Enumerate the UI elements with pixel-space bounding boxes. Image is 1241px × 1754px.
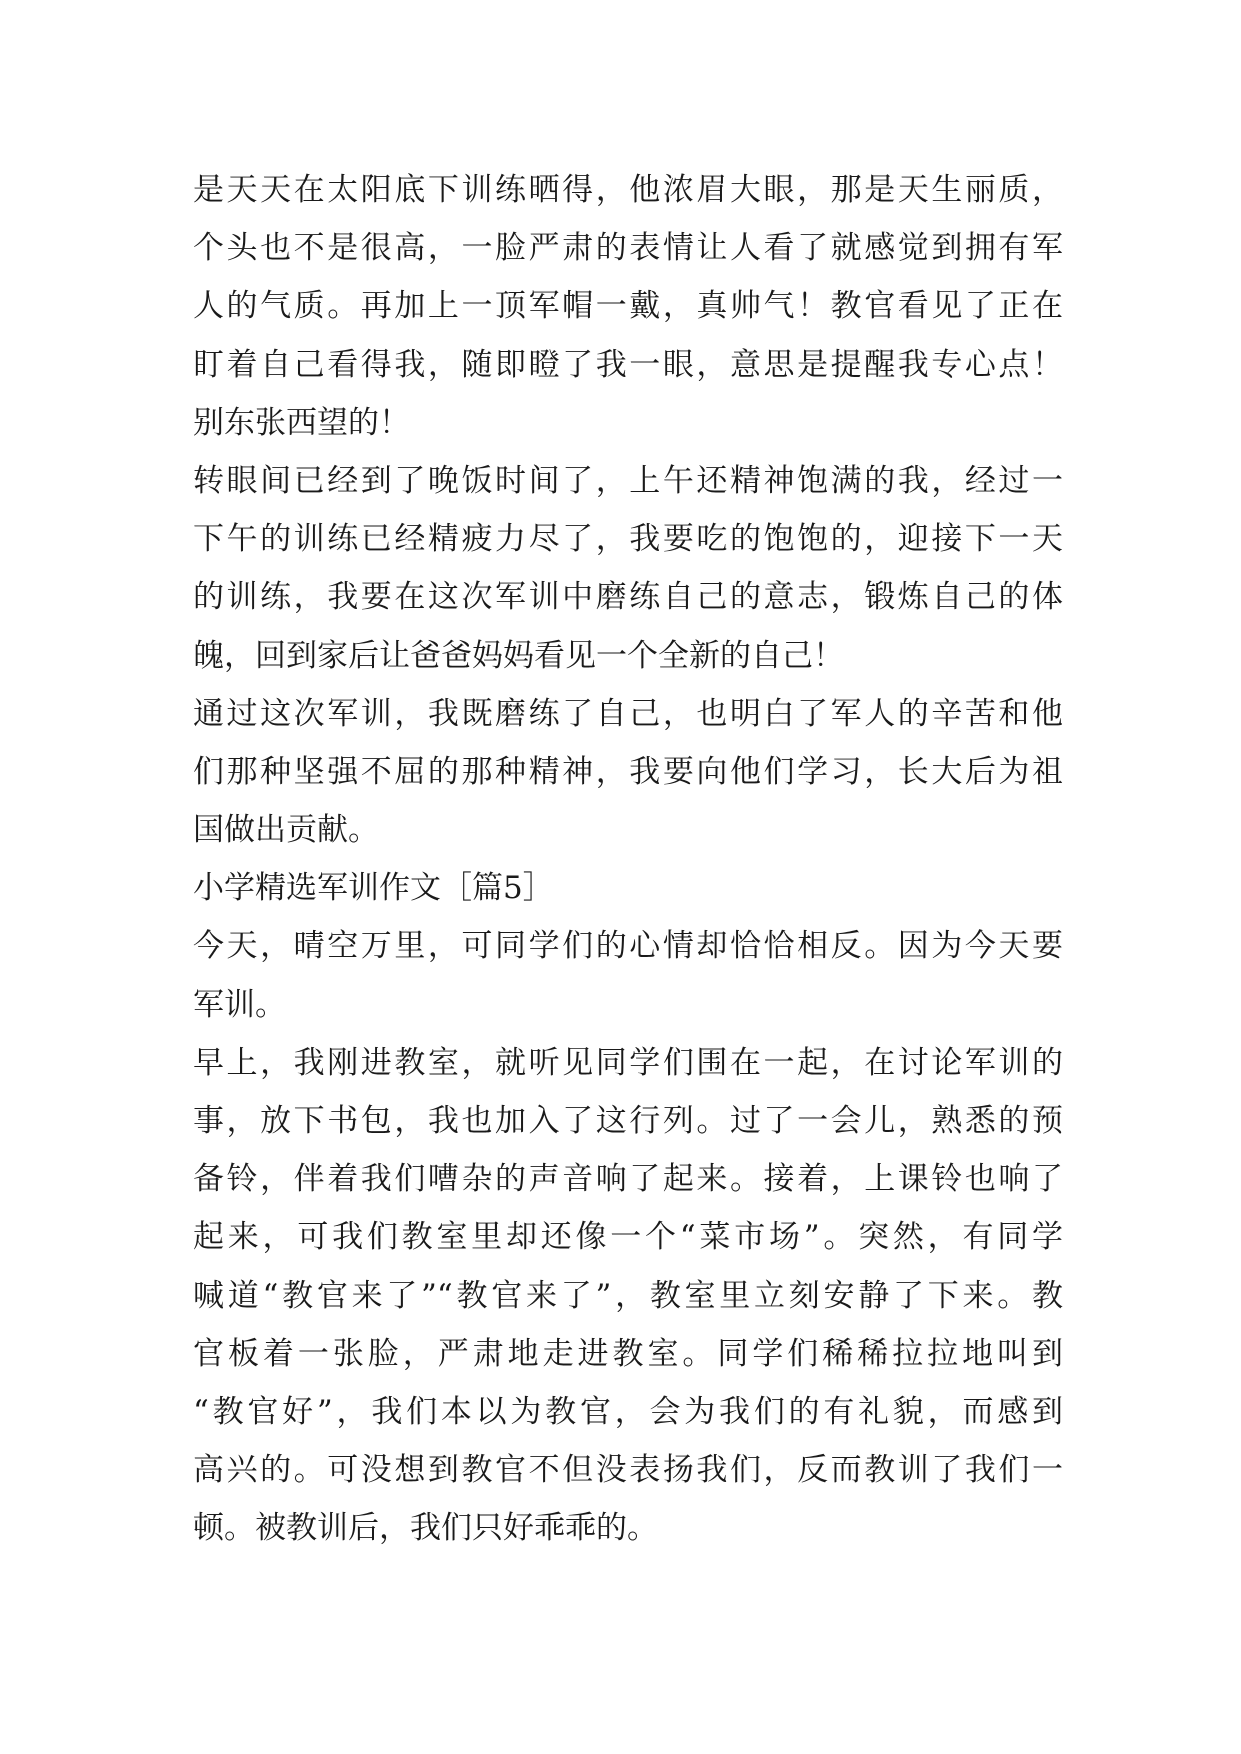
document-body [193,161,1063,1558]
text-line: 魄，回到家后让爸爸妈妈看见一个全新的自己！ [193,637,844,674]
text-line: 盯着自己看得我，随即瞪了我一眼，意思是提醒我专心点！ [193,346,1063,383]
text-line: 个头也不是很高，一脸严肃的表情让人看了就感觉到拥有军 [193,230,1063,267]
text-line: 的训练，我要在这次军训中磨练自己的意志，锻炼自己的体 [193,579,1063,616]
text-line: 官板着一张脸，严肃地走进教室。同学们稀稀拉拉地叫到 [193,1335,1063,1372]
text-line: 顿。被教训后，我们只好乖乖的。 [193,1510,658,1547]
text-line: 备铃，伴着我们嘈杂的声音响了起来。接着，上课铃也响了 [193,1161,1063,1198]
text-line: 们那种坚强不屈的那种精神，我要向他们学习，长大后为祖 [193,753,1063,790]
text-line: 转眼间已经到了晚饭时间了，上午还精神饱满的我，经过一 [193,462,1063,499]
text-line: 国做出贡献。 [193,812,379,849]
section-heading: 小学精选军训作文［篇5］ [193,870,554,907]
text-line: 早上，我刚进教室，就听见同学们围在一起，在讨论军训的 [193,1044,1063,1081]
text-line: 人的气质。再加上一顶军帽一戴，真帅气！教官看见了正在 [193,288,1063,325]
text-line: 军训。 [193,986,286,1023]
text-line: 通过这次军训，我既磨练了自己，也明白了军人的辛苦和他 [193,695,1063,732]
text-line: 事，放下书包，我也加入了这行列。过了一会儿，熟悉的预 [193,1103,1063,1139]
text-line: 下午的训练已经精疲力尽了，我要吃的饱饱的，迎接下一天 [193,521,1063,558]
text-line: 今天，晴空万里，可同学们的心情却恰恰相反。因为今天要 [193,928,1063,965]
text-line: 是天天在太阳底下训练晒得，他浓眉大眼，那是天生丽质， [193,172,1063,208]
text-line: 高兴的。可没想到教官不但没表扬我们，反而教训了我们一 [193,1452,1063,1489]
text-line: 别东张西望的！ [193,404,410,441]
text-line: 喊道“教官来了”“教官来了”，教室里立刻安静了下来。教 [193,1277,1063,1314]
text-line: “教官好”，我们本以为教官，会为我们的有礼貌，而感到 [193,1393,1063,1430]
text-line: 起来，可我们教室里却还像一个“菜市场”。突然，有同学 [193,1219,1063,1256]
